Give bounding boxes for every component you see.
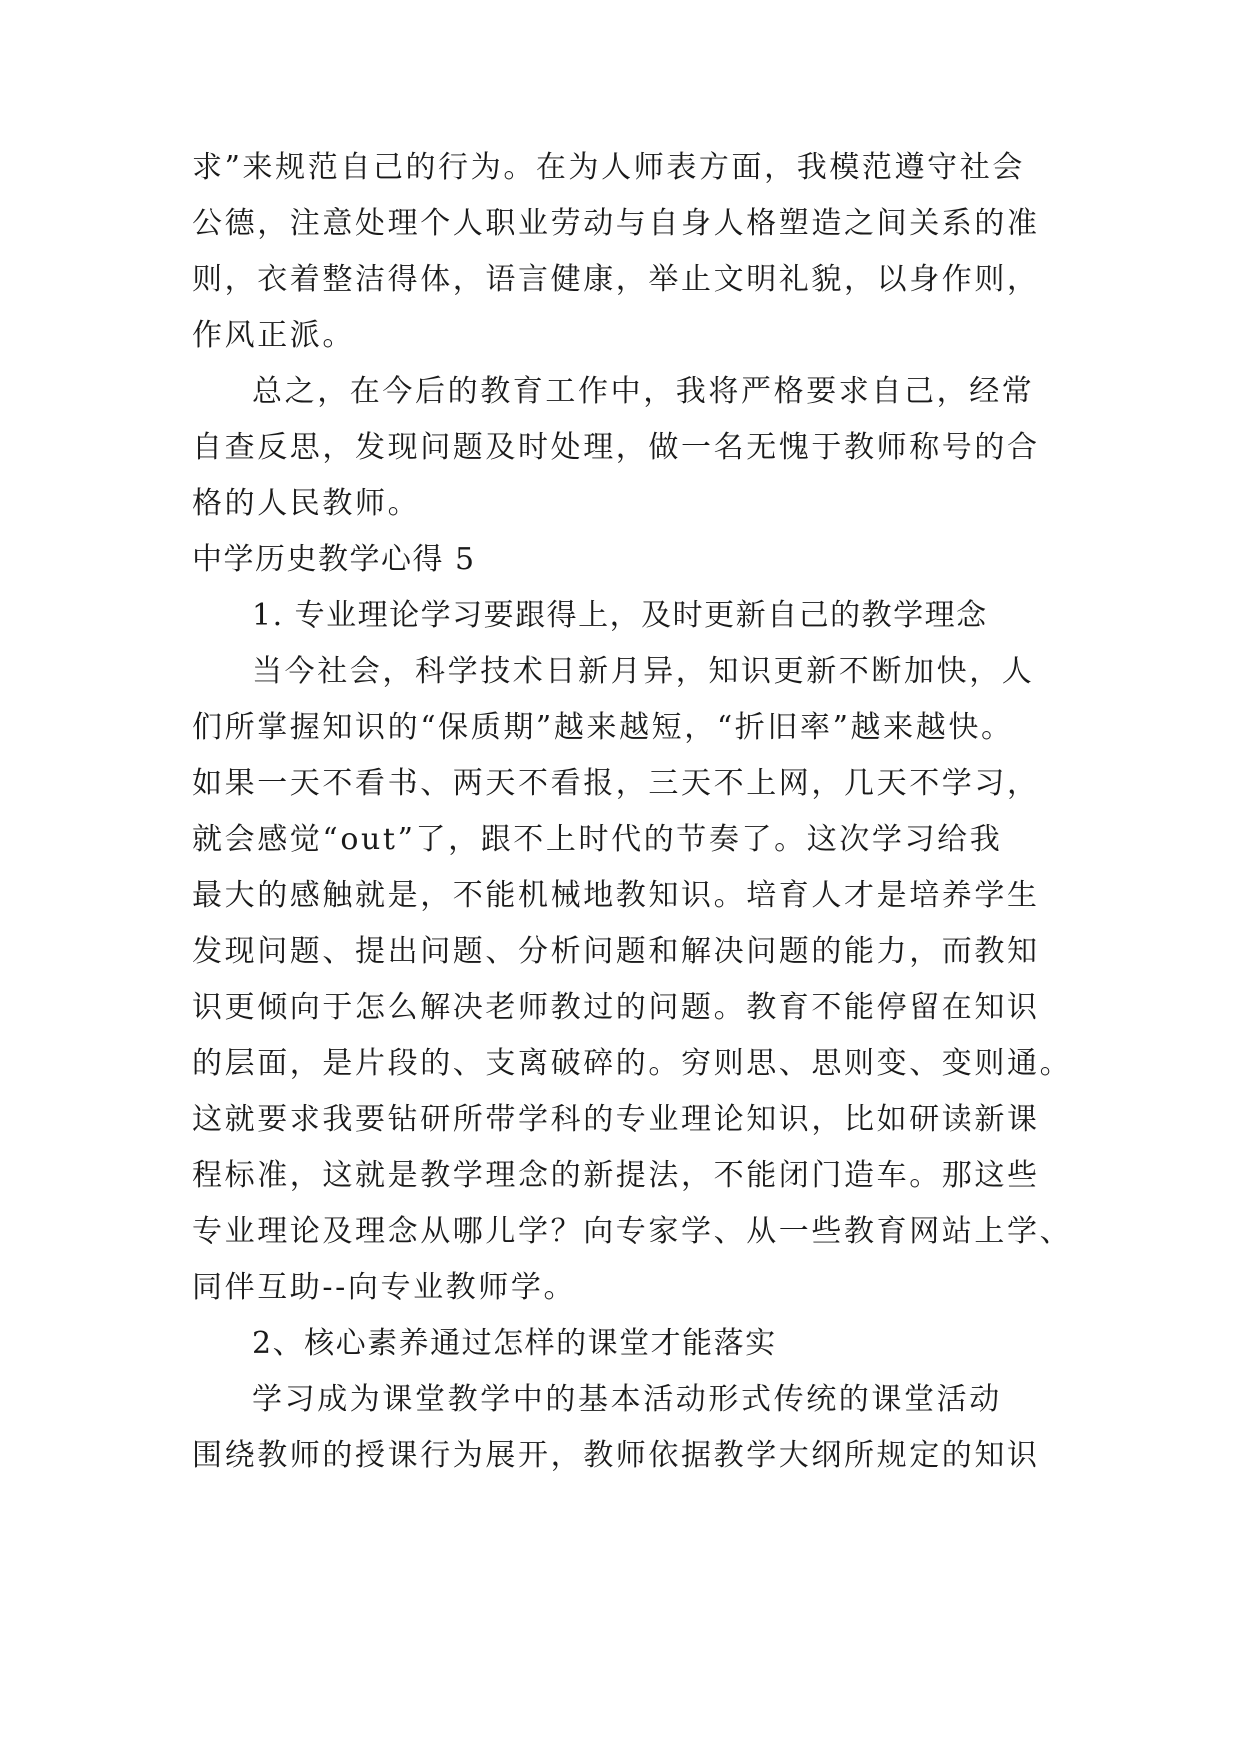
paragraph-line: 公德，注意处理个人职业劳动与自身人格塑造之间关系的准 [192,206,1040,241]
paragraph-line: 同伴互助--向专业教师学。 [192,1270,577,1305]
paragraph-line: 学习成为课堂教学中的基本活动形式传统的课堂活动 [252,1382,1002,1417]
paragraph-line: 作风正派。 [192,318,355,353]
paragraph-line: 们所掌握知识的“保质期”越来越短，“折旧率”越来越快。 [192,710,1014,745]
paragraph-line: 当今社会，科学技术日新月异，知识更新不断加快，人 [252,654,1035,689]
paragraph-line: 就会感觉“out”了，跟不上时代的节奏了。这次学习给我 [192,822,1003,857]
section-heading: 中学历史教学心得 5 [192,542,476,577]
paragraph-line: 程标准，这就是教学理念的新提法，不能闭门造车。那这些 [192,1158,1040,1193]
paragraph-line: 自查反思，发现问题及时处理，做一名无愧于教师称号的合 [192,430,1040,465]
paragraph-line: 如果一天不看书、两天不看报，三天不上网，几天不学习， [192,766,1040,801]
paragraph-line: 则，衣着整洁得体，语言健康，举止文明礼貌，以身作则， [192,262,1040,297]
paragraph-line: 的层面，是片段的、支离破碎的。穷则思、思则变、变则通。 [192,1046,1073,1081]
paragraph-line: 求”来规范自己的行为。在为人师表方面，我模范遵守社会 [192,150,1025,185]
paragraph-line: 这就要求我要钻研所带学科的专业理论知识，比如研读新课 [192,1102,1040,1137]
paragraph-line: 围绕教师的授课行为展开，教师依据教学大纲所规定的知识 [192,1438,1040,1473]
paragraph-line: 识更倾向于怎么解决老师教过的问题。教育不能停留在知识 [192,990,1040,1025]
paragraph-line: 最大的感触就是，不能机械地教知识。培育人才是培养学生 [192,878,1040,913]
paragraph-line: 总之，在今后的教育工作中，我将严格要求自己，经常 [252,374,1035,409]
paragraph-line: 专业理论及理念从哪儿学？向专家学、从一些教育网站上学、 [192,1214,1073,1249]
subheading: 2、核心素养通过怎样的课堂才能落实 [252,1326,777,1361]
paragraph-line: 格的人民教师。 [192,486,421,521]
paragraph-line: 发现问题、提出问题、分析问题和解决问题的能力，而教知 [192,934,1040,969]
subheading: 1. 专业理论学习要跟得上，及时更新自己的教学理念 [252,598,988,633]
